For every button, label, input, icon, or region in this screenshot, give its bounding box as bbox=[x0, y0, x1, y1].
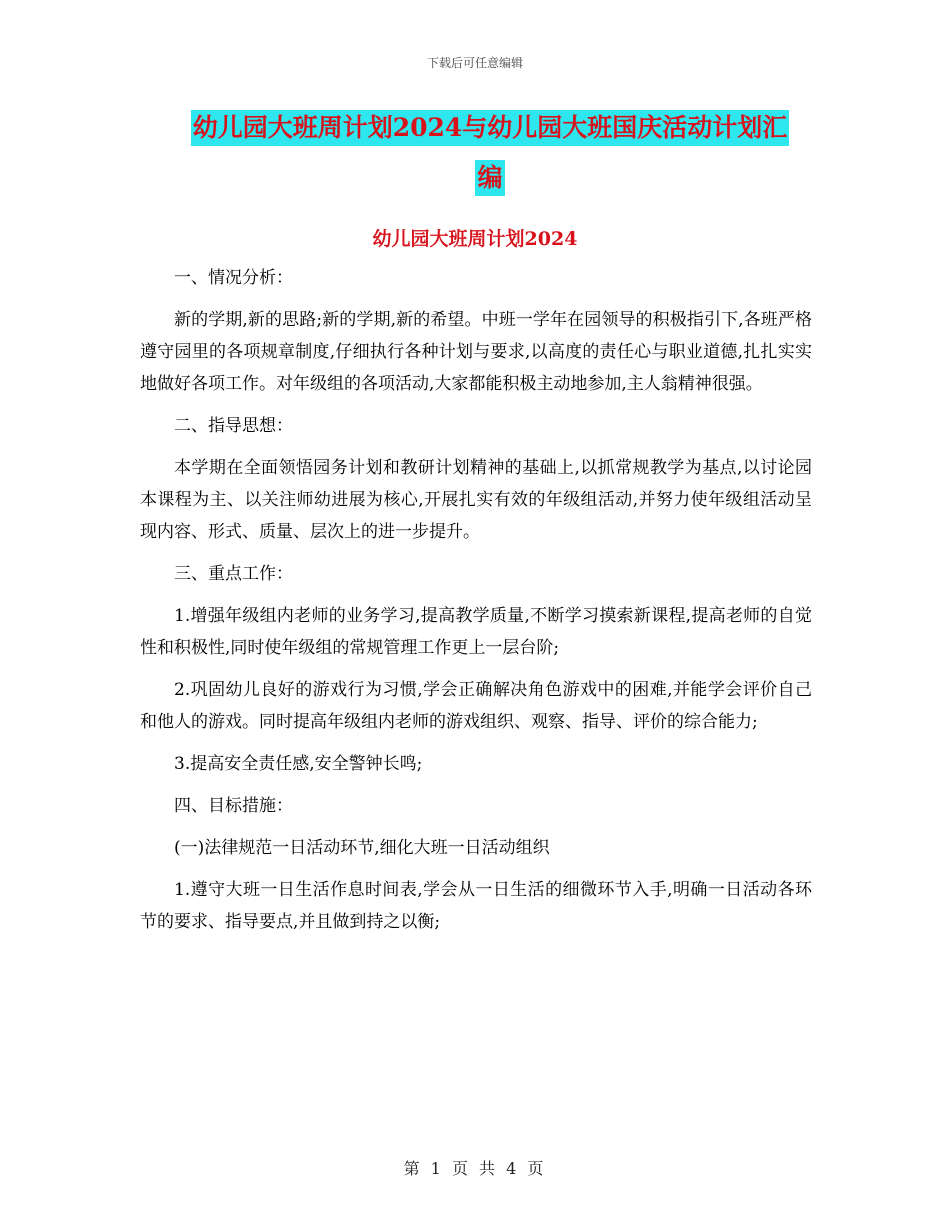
paragraph: 新的学期,新的思路;新的学期,新的希望。中班一学年在园领导的积极指引下,各班严格遵守园里的各项规章制度,仔细执行各种计划与要求,以高度的责任心与职业道德,扎扎实实地做好各项工作。对年级组的各项活动,大家都能积极主动地参加,主人翁精神很强。 bbox=[140, 310, 812, 394]
paragraph: 1.增强年级组内老师的业务学习,提高教学质量,不断学习摸索新课程,提高老师的自觉性和积极性,同时使年级组的常规管理工作更上一层台阶; bbox=[140, 606, 812, 658]
page-footer: 第 1 页 共 4 页 bbox=[403, 1159, 547, 1178]
paragraph: 2.巩固幼儿良好的游戏行为习惯,学会正确解决角色游戏中的困难,并能学会评价自己和他人的游戏。同时提高年级组内老师的游戏组织、观察、指导、评价的综合能力; bbox=[140, 680, 812, 732]
paragraph: 3.提高安全责任感,安全警钟长鸣; bbox=[174, 754, 423, 774]
paragraph: 三、重点工作： bbox=[174, 564, 293, 584]
paragraph: (一)法律规范一日活动环节,细化大班一日活动组织 bbox=[174, 838, 550, 858]
paragraph: 一、情况分析： bbox=[174, 268, 293, 288]
title-line-1: 幼儿园大班周计划2024与幼儿园大班国庆活动计划汇 bbox=[191, 110, 790, 146]
section-title: 幼儿园大班周计划2024 bbox=[372, 228, 578, 250]
paragraph: 1.遵守大班一日生活作息时间表,学会从一日生活的细微环节入手,明确一日活动各环节的要求、指导要点,并且做到持之以衡; bbox=[140, 880, 812, 932]
paragraph: 本学期在全面领悟园务计划和教研计划精神的基础上,以抓常规教学为基点,以讨论园本课程为主、以关注师幼进展为核心,开展扎实有效的年级组活动,并努力使年级组活动呈现内容、形式、质量、层次上的进一步提升。 bbox=[140, 458, 812, 542]
paragraph: 二、指导思想： bbox=[174, 416, 293, 436]
document-title bbox=[140, 110, 840, 210]
document-body bbox=[140, 262, 812, 948]
paragraph: 四、目标措施： bbox=[174, 796, 293, 816]
page-header: 下载后可任意编辑 bbox=[426, 56, 523, 70]
title-line-2: 编 bbox=[475, 160, 504, 196]
